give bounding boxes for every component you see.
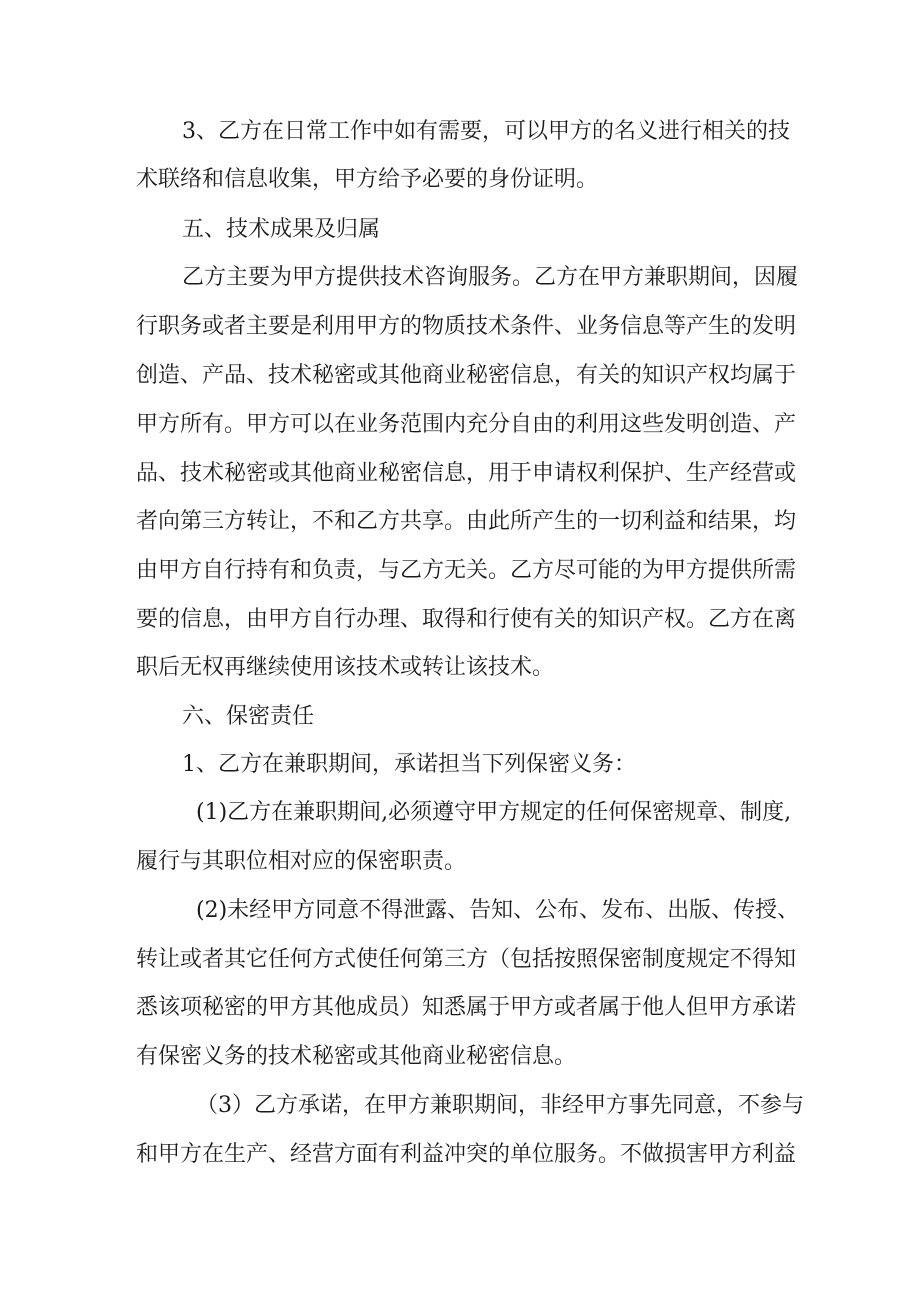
paragraph-line: 要的信息，由甲方自行办理、取得和行使有关的知识产权。乙方在离 — [136, 607, 797, 632]
section-heading: 六、保密责任 — [182, 704, 315, 729]
paragraph-line: 有保密义务的技术秘密或其他商业秘密信息。 — [136, 1044, 577, 1069]
paragraph-line: 和甲方在生产、经营方面有利益冲突的单位服务。不做损害甲方利益 — [136, 1142, 797, 1167]
paragraph-line: (2)未经甲方同意不得泄露、告知、公布、发布、出版、传授、 — [196, 898, 800, 923]
paragraph-line: 悉该项秘密的甲方其他成员）知悉属于甲方或者属于他人但甲方承诺 — [136, 995, 797, 1020]
paragraph-line: （3）乙方承诺，在甲方兼职期间，非经甲方事先同意，不参与 — [196, 1093, 804, 1118]
paragraph-line: (1)乙方在兼职期间,必须遵守甲方规定的任何保密规章、制度, — [196, 800, 792, 825]
paragraph-line: 3、乙方在日常工作中如有需要，可以甲方的名义进行相关的技 — [182, 119, 790, 144]
paragraph-line: 职后无权再继续使用该技术或转让该技术。 — [136, 655, 555, 680]
paragraph-line: 甲方所有。甲方可以在业务范围内充分自由的利用这些发明创造、产 — [136, 412, 797, 437]
paragraph-line: 术联络和信息收集，甲方给予必要的身份证明。 — [136, 167, 599, 192]
paragraph-line: 履行与其职位相对应的保密职责。 — [136, 849, 467, 874]
paragraph-line: 品、技术秘密或其他商业秘密信息，用于申请权利保护、生产经营或 — [136, 461, 797, 486]
section-heading: 五、技术成果及归属 — [182, 217, 381, 242]
paragraph-line: 创造、产品、技术秘密或其他商业秘密信息，有关的知识产权均属于 — [136, 363, 797, 388]
paragraph-line: 1、乙方在兼职期间，承诺担当下列保密义务： — [182, 752, 636, 777]
paragraph-line: 者向第三方转让，不和乙方共享。由此所产生的一切利益和结果，均 — [136, 509, 797, 534]
paragraph-line: 行职务或者主要是利用甲方的物质技术条件、业务信息等产生的发明 — [136, 314, 797, 339]
paragraph-line: 转让或者其它任何方式使任何第三方（包括按照保密制度规定不得知 — [136, 947, 797, 972]
paragraph-line: 由甲方自行持有和负责，与乙方无关。乙方尽可能的为甲方提供所需 — [136, 558, 797, 583]
paragraph-line: 乙方主要为甲方提供技术咨询服务。乙方在甲方兼职期间，因履 — [182, 265, 799, 290]
